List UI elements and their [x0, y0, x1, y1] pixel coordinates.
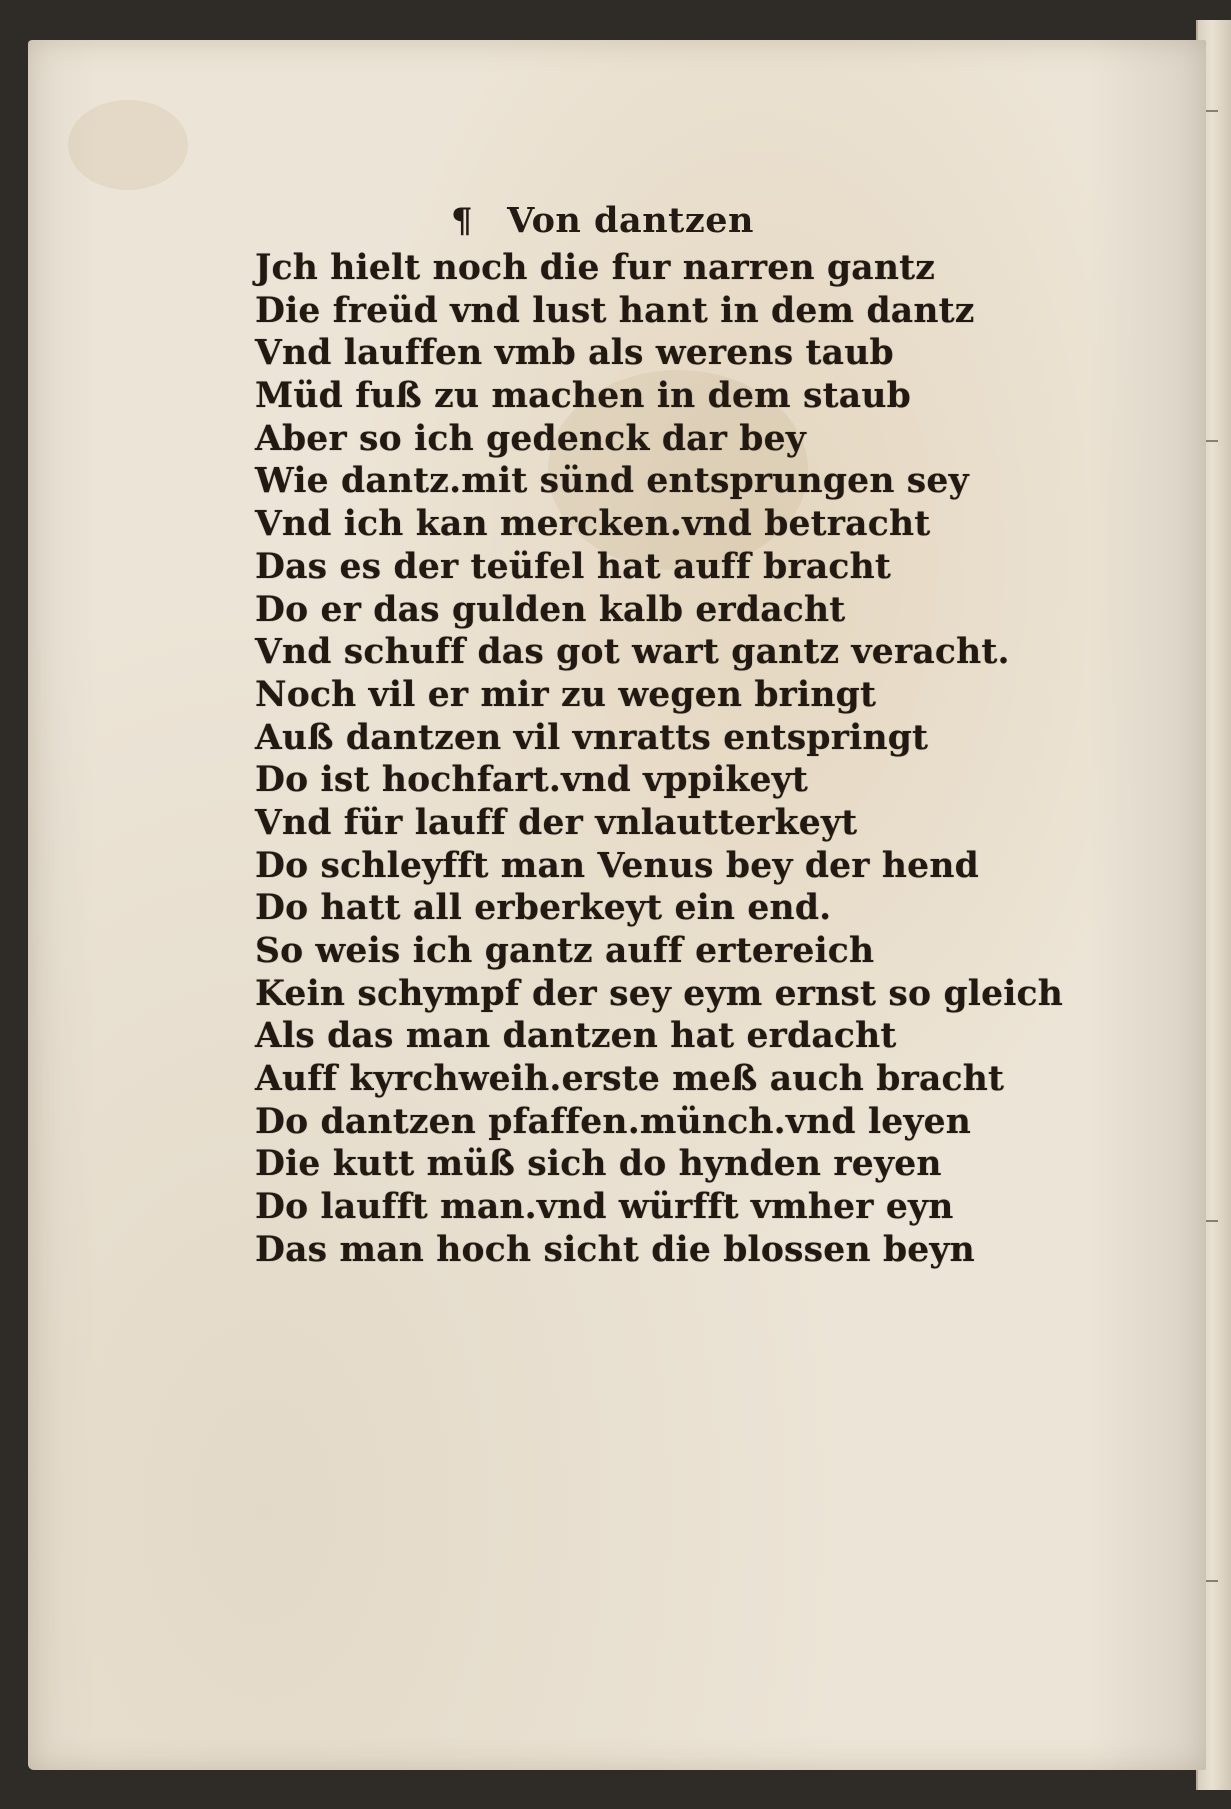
- verse-line: Do er das gulden kalb erdacht: [255, 589, 846, 630]
- verse-line: Vnd ich kan mercken.vnd betracht: [255, 504, 931, 545]
- verse-line: Do schleyfft man Venus bey der hend: [255, 845, 979, 886]
- edge-mark: [1204, 110, 1218, 112]
- edge-mark: [1204, 440, 1218, 442]
- verse-line: Do dantzen pfaffen.münch.vnd leyen: [255, 1101, 972, 1142]
- paper-stain: [68, 100, 188, 190]
- verse-line: Auff kyrchweih.erste meß auch bracht: [255, 1059, 1005, 1100]
- edge-mark: [1204, 1220, 1218, 1222]
- verse-line: Müd fuß zu machen in dem staub: [255, 376, 911, 417]
- verse-line: Kein schympf der sey eym ernst so gleich: [255, 973, 1064, 1014]
- poem-text-block: [255, 195, 1064, 1272]
- verse-line: Jch hielt noch die fur narren gantz: [255, 248, 936, 288]
- verse-line: Das es der teüfel hat auff bracht: [255, 546, 892, 587]
- paragraph-mark-icon: ¶: [451, 201, 474, 241]
- verse-line: Die freüd vnd lust hant in dem dantz: [255, 290, 975, 331]
- verse-line: Wie dantz.mit sünd entsprungen sey: [255, 461, 969, 502]
- verse-line: So weis ich gantz auff ertereich: [255, 931, 875, 971]
- verse-line: Do ist hochfart.vnd vppikeyt: [255, 760, 809, 801]
- verse-line: Do hatt all erberkeyt ein end.: [255, 888, 832, 929]
- verse-line: Vnd schuff das got wart gantz veracht.: [255, 632, 1010, 673]
- edge-mark: [1204, 1580, 1218, 1582]
- verse-line: Auß dantzen vil vnratts entspringt: [255, 717, 929, 758]
- verse-line: Do laufft man.vnd würfft vmher eyn: [255, 1187, 954, 1228]
- verse-line: Vnd für lauff der vnlautterkeyt: [255, 802, 858, 843]
- section-heading: [255, 195, 1055, 247]
- verse-line: Das man hoch sicht die blossen beyn: [255, 1229, 975, 1270]
- verse-line: Noch vil er mir zu wegen bringt: [255, 674, 877, 715]
- verse-line: Die kutt müß sich do hynden reyen: [255, 1144, 942, 1185]
- verse-line: Aber so ich gedenck dar bey: [255, 418, 807, 459]
- heading-title: Von dantzen: [507, 200, 754, 241]
- verse-line: Als das man dantzen hat erdacht: [255, 1016, 897, 1057]
- verse-line: Vnd lauffen vmb als werens taub: [255, 333, 894, 374]
